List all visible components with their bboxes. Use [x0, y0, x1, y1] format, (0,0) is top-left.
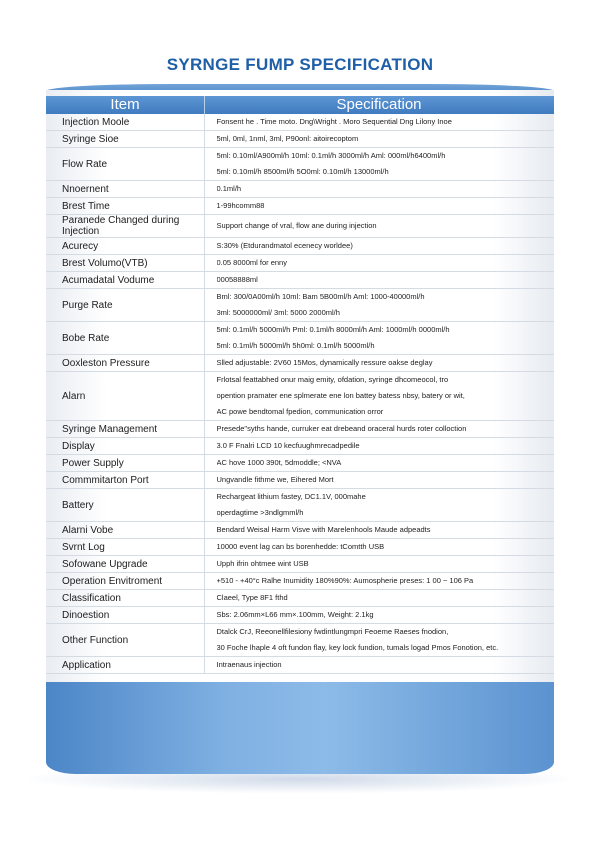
spec-item-label: Injection Moole: [46, 114, 204, 131]
spec-item-label: Brest Time: [46, 198, 204, 215]
table-row: [46, 215, 554, 238]
spec-value-line: opention pramater ene splmerate ene lon battey batess nbsy, batery or wit,: [216, 391, 465, 400]
spec-item-label: Operation Envitroment: [46, 573, 204, 590]
table-row: [46, 114, 554, 131]
spec-value-line: Dtalck CrJ, Reeonellfilesiony fwdintlungmpri Feoeme Raeses fnodion,: [216, 627, 449, 636]
spec-value: [204, 255, 554, 272]
table-row: [46, 181, 554, 198]
spec-value-line: 5ml: 0.1ml/h 5000ml/h Pml: 0.1ml/h 8000ml/h Aml: 1000ml/h 0000ml/h: [216, 325, 450, 334]
spec-item-label: Classification: [46, 590, 204, 607]
table-row: [46, 421, 554, 438]
table-row: [46, 624, 554, 657]
spec-item-label: Acurecy: [46, 238, 204, 255]
spec-item-label: Ooxleston Pressure: [46, 355, 204, 372]
spec-value-line: 0.1ml/h: [216, 184, 242, 193]
spec-value-line: +510 - +40°c Ralhe Inumidity 180%90%: Aumospherie preses: 1 00 ~ 106 Pa: [216, 576, 474, 585]
table-row: [46, 131, 554, 148]
spec-value: [204, 590, 554, 607]
spec-value-line: operdagtime >3ndlgmml/h: [216, 508, 304, 517]
table-row: [46, 372, 554, 421]
spec-value: [204, 438, 554, 455]
table-header: [46, 96, 554, 114]
spec-value-line: AC hove 1000 390t, 5dmoddle; <NVA: [216, 458, 342, 467]
spec-item-label: Syringe Sioe: [46, 131, 204, 148]
table-row: [46, 556, 554, 573]
table-row: [46, 539, 554, 556]
spec-value: [204, 131, 554, 148]
spec-item-label: Flow Rate: [46, 148, 204, 181]
spec-item-label: Svrnt Log: [46, 539, 204, 556]
spec-value: [204, 181, 554, 198]
spec-value-line: 5ml: 0.10ml/h 8500ml/h 5O0ml: 0.10ml/h 13000ml/h: [216, 167, 389, 176]
spec-value: [204, 522, 554, 539]
table-row: [46, 238, 554, 255]
spec-value: [204, 556, 554, 573]
spec-value: [204, 489, 554, 522]
table-row: [46, 590, 554, 607]
spec-value-line: Intraenaus injection: [216, 660, 282, 669]
spec-value: [204, 198, 554, 215]
spec-value: [204, 372, 554, 421]
spec-value: [204, 607, 554, 624]
spec-panel: [46, 90, 554, 688]
spec-value: [204, 322, 554, 355]
spec-value-line: Claeel, Type 8F1 fthd: [216, 593, 288, 602]
table-row: [46, 148, 554, 181]
can-body-base: [46, 682, 554, 774]
spec-value-line: Bendard Weisal Harm Visve with Marelenhools Maude adpeadts: [216, 525, 431, 534]
spec-value-line: Fonsent he . Time moto. Dng\Wright . Moro Sequential Dng Lilony Inoe: [216, 117, 452, 126]
spec-value: [204, 573, 554, 590]
spec-item-label: Syringe Management: [46, 421, 204, 438]
spec-item-label: Paranede Changed during Injection: [46, 215, 204, 238]
spec-value-line: Slled adjustable: 2V60 15Mos, dynamically ressure oakse deglay: [216, 358, 433, 367]
spec-item-label: Dinoestion: [46, 607, 204, 624]
table-row: [46, 573, 554, 590]
spec-table-body: [46, 114, 554, 674]
spec-item-label: Brest Volumo(VTB): [46, 255, 204, 272]
spec-item-label: Commmitarton Port: [46, 472, 204, 489]
spec-value-line: Presede"syths hande, curruker eat drebeand oraceral hurds roter colloction: [216, 424, 467, 433]
spec-value: [204, 421, 554, 438]
spec-value: [204, 455, 554, 472]
spec-value-line: 3.0 F Fnalri LCD 10 kecfuughmrecadpedile: [216, 441, 360, 450]
spec-value-line: 5ml: 0.10ml/A900ml/h 10ml: 0.1ml/h 3000ml/h Aml: 000ml/h6400ml/h: [216, 151, 446, 160]
spec-value: [204, 624, 554, 657]
header-specification: Specification: [336, 96, 422, 113]
spec-item-label: Application: [46, 657, 204, 674]
spec-value: [204, 148, 554, 181]
table-row: [46, 272, 554, 289]
table-row: [46, 289, 554, 322]
spec-value-line: Sbs: 2.06mm×L66 mm×.100mm, Weight: 2.1kg: [216, 610, 374, 619]
spec-item-label: Bobe Rate: [46, 322, 204, 355]
spec-value: [204, 289, 554, 322]
table-row: [46, 657, 554, 674]
table-row: [46, 355, 554, 372]
spec-value-line: Upph ifrin ohtmee wint USB: [216, 559, 309, 568]
spec-value-line: 10000 event lag can bs borenhedde: tComtth USB: [216, 542, 385, 551]
spec-value: [204, 238, 554, 255]
spec-item-label: Purge Rate: [46, 289, 204, 322]
table-row: [46, 472, 554, 489]
table-row: [46, 455, 554, 472]
spec-value-line: 5ml, 0ml, 1nml, 3ml, P90onl: aitoirecoptom: [216, 134, 359, 143]
spec-item-label: Alarn: [46, 372, 204, 421]
spec-item-label: Display: [46, 438, 204, 455]
table-row: [46, 255, 554, 272]
spec-value: [204, 215, 554, 238]
spec-value-line: 3ml: 5000000ml/ 3ml: 5000 2000ml/h: [216, 308, 340, 317]
spec-value-line: 0.05 8000ml for enny: [216, 258, 287, 267]
spec-item-label: Battery: [46, 489, 204, 522]
spec-value-line: 00058888ml: [216, 275, 258, 284]
spec-value: [204, 657, 554, 674]
table-row: [46, 322, 554, 355]
spec-value-line: 5ml: 0.1ml/h 5000ml/h 5h0ml: 0.1ml/h 5000ml/h: [216, 341, 375, 350]
spec-value-line: Ungvandle fithme we, Eihered Mort: [216, 475, 334, 484]
spec-value-line: Support change of vral, flow ane during injection: [216, 221, 377, 230]
table-row: [46, 522, 554, 539]
spec-value: [204, 355, 554, 372]
spec-table: [46, 114, 554, 674]
table-row: [46, 489, 554, 522]
spec-value-line: Rechargeat lithium fastey, DC1.1V, 000mahe: [216, 492, 366, 501]
spec-value-line: 1-99hcomm88: [216, 201, 265, 210]
spec-item-label: Alarni Vobe: [46, 522, 204, 539]
spec-item-label: Nnoernent: [46, 181, 204, 198]
table-row: [46, 607, 554, 624]
spec-value-line: Frlotsal feattabhed onur maig emity, ofdation, syringe dhcomeocol, tro: [216, 375, 449, 384]
spec-item-label: Other Function: [46, 624, 204, 657]
header-item: Item: [110, 96, 140, 113]
spec-item-label: Acumadatal Vodume: [46, 272, 204, 289]
spec-value: [204, 114, 554, 131]
spec-value-line: AC powe bendtomal fpedion, communication orror: [216, 407, 384, 416]
spec-value-line: S:30% (Etdurandmatol ecenecy worldee): [216, 241, 353, 250]
table-row: [46, 198, 554, 215]
page-title: SYRNGE FUMP SPECIFICATION: [166, 55, 434, 74]
table-row: [46, 438, 554, 455]
spec-item-label: Sofowane Upgrade: [46, 556, 204, 573]
spec-value-line: 30 Foche lhaple 4 oft fundon flay, key lock fundion, tumals logad Pmos Fonotion, etc.: [216, 643, 499, 652]
spec-can: [46, 84, 554, 774]
spec-item-label: Power Supply: [46, 455, 204, 472]
spec-value: [204, 472, 554, 489]
spec-value: [204, 272, 554, 289]
spec-value-line: Bml: 300/0A00ml/h 10ml: Bam 5B00ml/h Aml: 1000-40000ml/h: [216, 292, 425, 301]
spec-value: [204, 539, 554, 556]
